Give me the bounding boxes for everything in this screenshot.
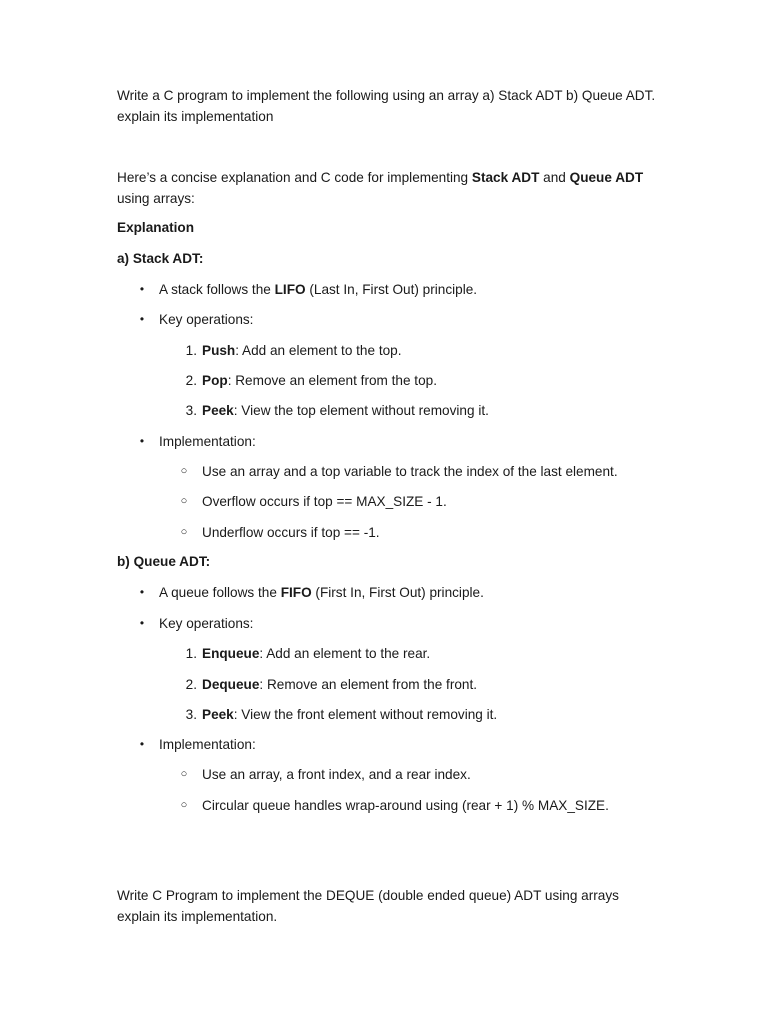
stack-impl-item: ○ Overflow occurs if top == MAX_SIZE - 1. [117,491,677,512]
queue-op-enqueue: 1. Enqueue: Add an element to the rear. [185,646,431,661]
bullet-marker: • [139,434,145,448]
question-2: Write C Program to implement the DEQUE (double ended queue) ADT using arrays explain its implementation. [117,888,619,924]
sub-bullet-marker: ○ [180,495,188,507]
queue-heading: b) Queue ADT: [117,554,211,569]
queue-impl-item: ○ Use an array, a front index, and a rear index. [117,764,677,785]
bullet-marker: • [139,282,145,296]
queue-impl-item: ○ Circular queue handles wrap-around using (rear + 1) % MAX_SIZE. [117,795,677,816]
stack-bullet-implementation: • Implementation: [117,431,677,452]
stack-op-peek: 3. Peek: View the top element without removing it. [185,403,489,418]
queue-op-dequeue: 2. Dequeue: Remove an element from the front. [185,677,478,692]
intro-paragraph: Here’s a concise explanation and C code for implementing Stack ADT and Queue ADT using arrays: [117,170,644,206]
stack-bullet-key-operations: • Key operations: [117,309,677,330]
sub-bullet-marker: ○ [180,768,188,780]
queue-bullet-implementation: • Implementation: [117,734,677,755]
queue-bullet-key-operations: • Key operations: [117,613,677,634]
bullet-marker: • [139,312,145,326]
stack-op-push: 1. Push: Add an element to the top. [185,343,402,358]
stack-heading: a) Stack ADT: [117,251,204,266]
bullet-marker: • [139,737,145,751]
stack-impl-item: ○ Use an array and a top variable to track the index of the last element. [117,461,677,482]
bullet-marker: • [139,616,145,630]
sub-bullet-marker: ○ [180,526,188,538]
stack-bullet-lifo: • A stack follows the LIFO (Last In, First Out) principle. [117,279,677,300]
question-1: Write a C program to implement the following using an array a) Stack ADT b) Queue ADT. explain its implementation [117,88,656,124]
sub-bullet-marker: ○ [180,465,188,477]
explanation-heading: Explanation [117,220,195,235]
sub-bullet-marker: ○ [180,799,188,811]
bullet-marker: • [139,585,145,599]
queue-op-peek: 3. Peek: View the front element without removing it. [185,707,498,722]
queue-bullet-fifo: • A queue follows the FIFO (First In, First Out) principle. [117,582,677,603]
stack-op-pop: 2. Pop: Remove an element from the top. [185,373,437,388]
stack-impl-item: ○ Underflow occurs if top == -1. [117,522,677,543]
